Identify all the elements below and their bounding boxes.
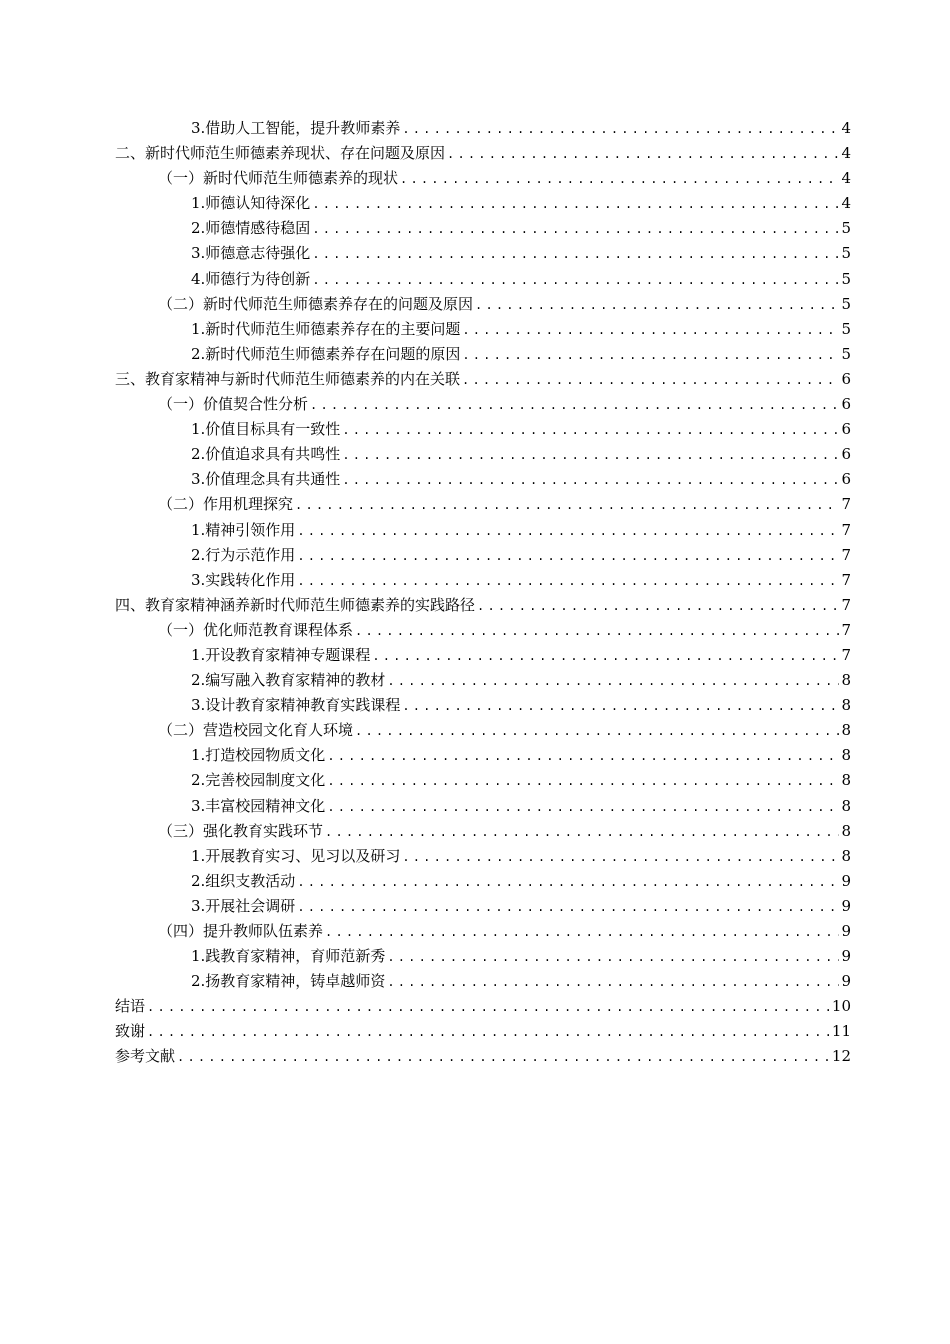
- toc-entry-title: 1.开设教育家精神专题课程: [191, 645, 371, 664]
- toc-page-number: 5: [841, 219, 851, 238]
- toc-entry[interactable]: [115, 141, 851, 166]
- toc-entry[interactable]: [115, 543, 851, 568]
- toc-entry[interactable]: [115, 417, 851, 442]
- toc-dot-leader: [312, 217, 839, 242]
- toc-page-number: 12: [831, 1047, 851, 1066]
- toc-entry-title: 2.新时代师范生师德素养存在问题的原因: [191, 344, 461, 363]
- toc-dot-leader: [312, 242, 839, 267]
- toc-dot-leader: [147, 1020, 830, 1045]
- toc-entry[interactable]: [115, 492, 851, 517]
- toc-entry[interactable]: [115, 467, 851, 492]
- toc-entry-title: （一）价值契合性分析: [158, 395, 309, 414]
- toc-entry-title: 3.设计教育家精神教育实践课程: [191, 696, 401, 715]
- toc-dot-leader: [325, 920, 839, 945]
- toc-entry-title: 3.价值理念具有共通性: [191, 470, 341, 489]
- toc-dot-leader: [295, 493, 839, 518]
- toc-dot-leader: [387, 669, 839, 694]
- toc-entry[interactable]: [115, 442, 851, 467]
- toc-entry[interactable]: [115, 819, 851, 844]
- toc-page-number: 10: [831, 997, 851, 1016]
- toc-page-number: 9: [841, 947, 851, 966]
- toc-page-number: 4: [841, 144, 851, 163]
- toc-dot-leader: [402, 694, 839, 719]
- toc-entry[interactable]: [115, 342, 851, 367]
- toc-entry[interactable]: [115, 994, 851, 1019]
- toc-page-number: 6: [841, 445, 851, 464]
- toc-dot-leader: [475, 293, 839, 318]
- toc-entry[interactable]: [115, 894, 851, 919]
- toc-entry[interactable]: [115, 191, 851, 216]
- toc-entry[interactable]: [115, 643, 851, 668]
- toc-page-number: 7: [841, 520, 851, 539]
- toc-entry-title: （二）新时代师范生师德素养存在的问题及原因: [158, 294, 474, 313]
- toc-entry-title: 1.打造校园物质文化: [191, 746, 326, 765]
- toc-entry[interactable]: [115, 944, 851, 969]
- toc-page-number: 8: [841, 746, 851, 765]
- toc-dot-leader: [327, 744, 839, 769]
- toc-dot-leader: [297, 544, 839, 569]
- toc-page-number: 6: [841, 420, 851, 439]
- toc-entry[interactable]: [115, 618, 851, 643]
- toc-entry-title: 参考文献: [115, 1047, 176, 1066]
- toc-entry-title: 致谢: [115, 1022, 146, 1041]
- toc-entry[interactable]: [115, 116, 851, 141]
- toc-dot-leader: [327, 769, 839, 794]
- toc-entry[interactable]: [115, 166, 851, 191]
- toc-entry[interactable]: [115, 768, 851, 793]
- toc-page-number: 8: [841, 821, 851, 840]
- toc-entry-title: 2.编写融入教育家精神的教材: [191, 671, 386, 690]
- toc-entry-title: 1.新时代师范生师德素养存在的主要问题: [191, 319, 461, 338]
- toc-entry[interactable]: [115, 844, 851, 869]
- toc-dot-leader: [400, 167, 839, 192]
- toc-entry-title: 三、教育家精神与新时代师范生师德素养的内在关联: [115, 369, 461, 388]
- toc-entry[interactable]: [115, 568, 851, 593]
- toc-entry-title: （四）提升教师队伍素养: [158, 922, 324, 940]
- toc-page-number: 8: [841, 671, 851, 690]
- toc-entry-title: 1.开展教育实习、见习以及研习: [191, 846, 401, 865]
- toc-entry-title: 4.师德行为待创新: [191, 269, 311, 288]
- toc-entry[interactable]: [115, 743, 851, 768]
- toc-dot-leader: [147, 995, 830, 1020]
- toc-page-number: 7: [841, 645, 851, 664]
- toc-entry-title: 1.价值目标具有一致性: [191, 420, 341, 439]
- toc-entry[interactable]: [115, 267, 851, 292]
- toc-page-number: 5: [841, 269, 851, 288]
- toc-entry[interactable]: [115, 1044, 851, 1069]
- toc-page-number: 5: [841, 319, 851, 338]
- toc-entry-title: 1.师德认知待深化: [191, 194, 311, 213]
- toc-page-number: 8: [841, 696, 851, 715]
- toc-entry-title: 2.师德情感待稳固: [191, 219, 311, 238]
- toc-page-number: 7: [841, 495, 851, 514]
- toc-entry-title: 2.行为示范作用: [191, 545, 296, 564]
- toc-page-number: 8: [841, 771, 851, 790]
- toc-dot-leader: [312, 268, 839, 293]
- toc-dot-leader: [312, 192, 839, 217]
- toc-dot-leader: [462, 368, 839, 393]
- toc-entry-title: 3.师德意志待强化: [191, 244, 311, 263]
- toc-dot-leader: [477, 594, 839, 619]
- toc-dot-leader: [297, 895, 839, 920]
- toc-entry-title: 2.完善校园制度文化: [191, 771, 326, 790]
- toc-page-number: 4: [841, 119, 851, 137]
- toc-dot-leader: [462, 318, 839, 343]
- toc-entry[interactable]: [115, 317, 851, 342]
- toc-entry-title: 3.借助人工智能，提升教师素养: [191, 119, 401, 137]
- toc-entry-title: 四、教育家精神涵养新时代师范生师德素养的实践路径: [115, 595, 476, 614]
- toc-entry-title: 二、新时代师范生师德素养现状、存在问题及原因: [115, 144, 446, 163]
- toc-page-number: 11: [831, 1022, 851, 1041]
- toc-entry[interactable]: [115, 718, 851, 743]
- toc-dot-leader: [310, 393, 839, 418]
- toc-page-number: 7: [841, 545, 851, 564]
- toc-page-number: 9: [841, 972, 851, 991]
- toc-entry-title: 3.实践转化作用: [191, 570, 296, 589]
- toc-entry[interactable]: [115, 794, 851, 819]
- toc-dot-leader: [402, 845, 839, 870]
- toc-entry[interactable]: [115, 919, 851, 944]
- toc-dot-leader: [297, 519, 839, 544]
- toc-entry-title: （一）优化师范教育课程体系: [158, 620, 354, 639]
- toc-entry[interactable]: [115, 241, 851, 266]
- toc-entry[interactable]: [115, 969, 851, 994]
- toc-dot-leader: [177, 1045, 830, 1070]
- toc-page-number: 6: [841, 470, 851, 489]
- toc-page-number: 5: [841, 294, 851, 313]
- toc-page-number: 9: [841, 896, 851, 915]
- toc-entry-title: （二）作用机理探究: [158, 495, 294, 514]
- toc-page-number: 4: [841, 169, 851, 188]
- toc-dot-leader: [387, 970, 839, 995]
- toc-dot-leader: [355, 719, 839, 744]
- toc-dot-leader: [387, 945, 839, 970]
- toc-page-number: 6: [841, 369, 851, 388]
- toc-entry-title: 2.组织支教活动: [191, 871, 296, 890]
- toc-dot-leader: [462, 343, 839, 368]
- toc-dot-leader: [297, 569, 839, 594]
- toc-dot-leader: [447, 142, 839, 167]
- toc-page-number: 9: [841, 922, 851, 940]
- toc-page-number: 7: [841, 570, 851, 589]
- toc-entry[interactable]: [115, 693, 851, 718]
- toc-dot-leader: [355, 619, 839, 644]
- toc-entry-title: 1.精神引领作用: [191, 520, 296, 539]
- toc-page-number: 5: [841, 344, 851, 363]
- toc-page-number: 6: [841, 395, 851, 414]
- toc-dot-leader: [372, 644, 839, 669]
- toc-page-number: 8: [841, 796, 851, 815]
- toc-dot-leader: [342, 468, 839, 493]
- toc-entry[interactable]: [115, 1019, 851, 1044]
- toc-entry-title: 3.开展社会调研: [191, 896, 296, 915]
- toc-entry-title: 3.丰富校园精神文化: [191, 796, 326, 815]
- toc-dot-leader: [402, 117, 839, 142]
- toc-dot-leader: [342, 418, 839, 443]
- toc-entry[interactable]: [115, 668, 851, 693]
- toc-page-number: 7: [841, 620, 851, 639]
- toc-entry[interactable]: [115, 593, 851, 618]
- toc-entry[interactable]: [115, 216, 851, 241]
- toc-dot-leader: [342, 443, 839, 468]
- toc-page-number: 5: [841, 244, 851, 263]
- toc-entry-title: （三）强化教育实践环节: [158, 821, 324, 840]
- toc-page-number: 8: [841, 846, 851, 865]
- toc-dot-leader: [325, 820, 839, 845]
- toc-page-number: 8: [841, 721, 851, 740]
- toc-entry[interactable]: [115, 869, 851, 894]
- toc-entry[interactable]: [115, 367, 851, 392]
- toc-entry[interactable]: [115, 392, 851, 417]
- toc-entry-title: 1.践教育家精神，育师范新秀: [191, 947, 386, 966]
- toc-page-number: 9: [841, 871, 851, 890]
- toc-entry-title: （一）新时代师范生师德素养的现状: [158, 169, 399, 188]
- toc-entry[interactable]: [115, 518, 851, 543]
- toc-entry[interactable]: [115, 292, 851, 317]
- toc-dot-leader: [297, 870, 839, 895]
- table-of-contents: [115, 116, 851, 1070]
- toc-entry-title: （二）营造校园文化育人环境: [158, 721, 354, 740]
- toc-dot-leader: [327, 795, 839, 820]
- toc-entry-title: 结语: [115, 997, 146, 1016]
- toc-entry-title: 2.价值追求具有共鸣性: [191, 445, 341, 464]
- toc-entry-title: 2.扬教育家精神，铸卓越师资: [191, 972, 386, 991]
- toc-page-number: 4: [841, 194, 851, 213]
- toc-page-number: 7: [841, 595, 851, 614]
